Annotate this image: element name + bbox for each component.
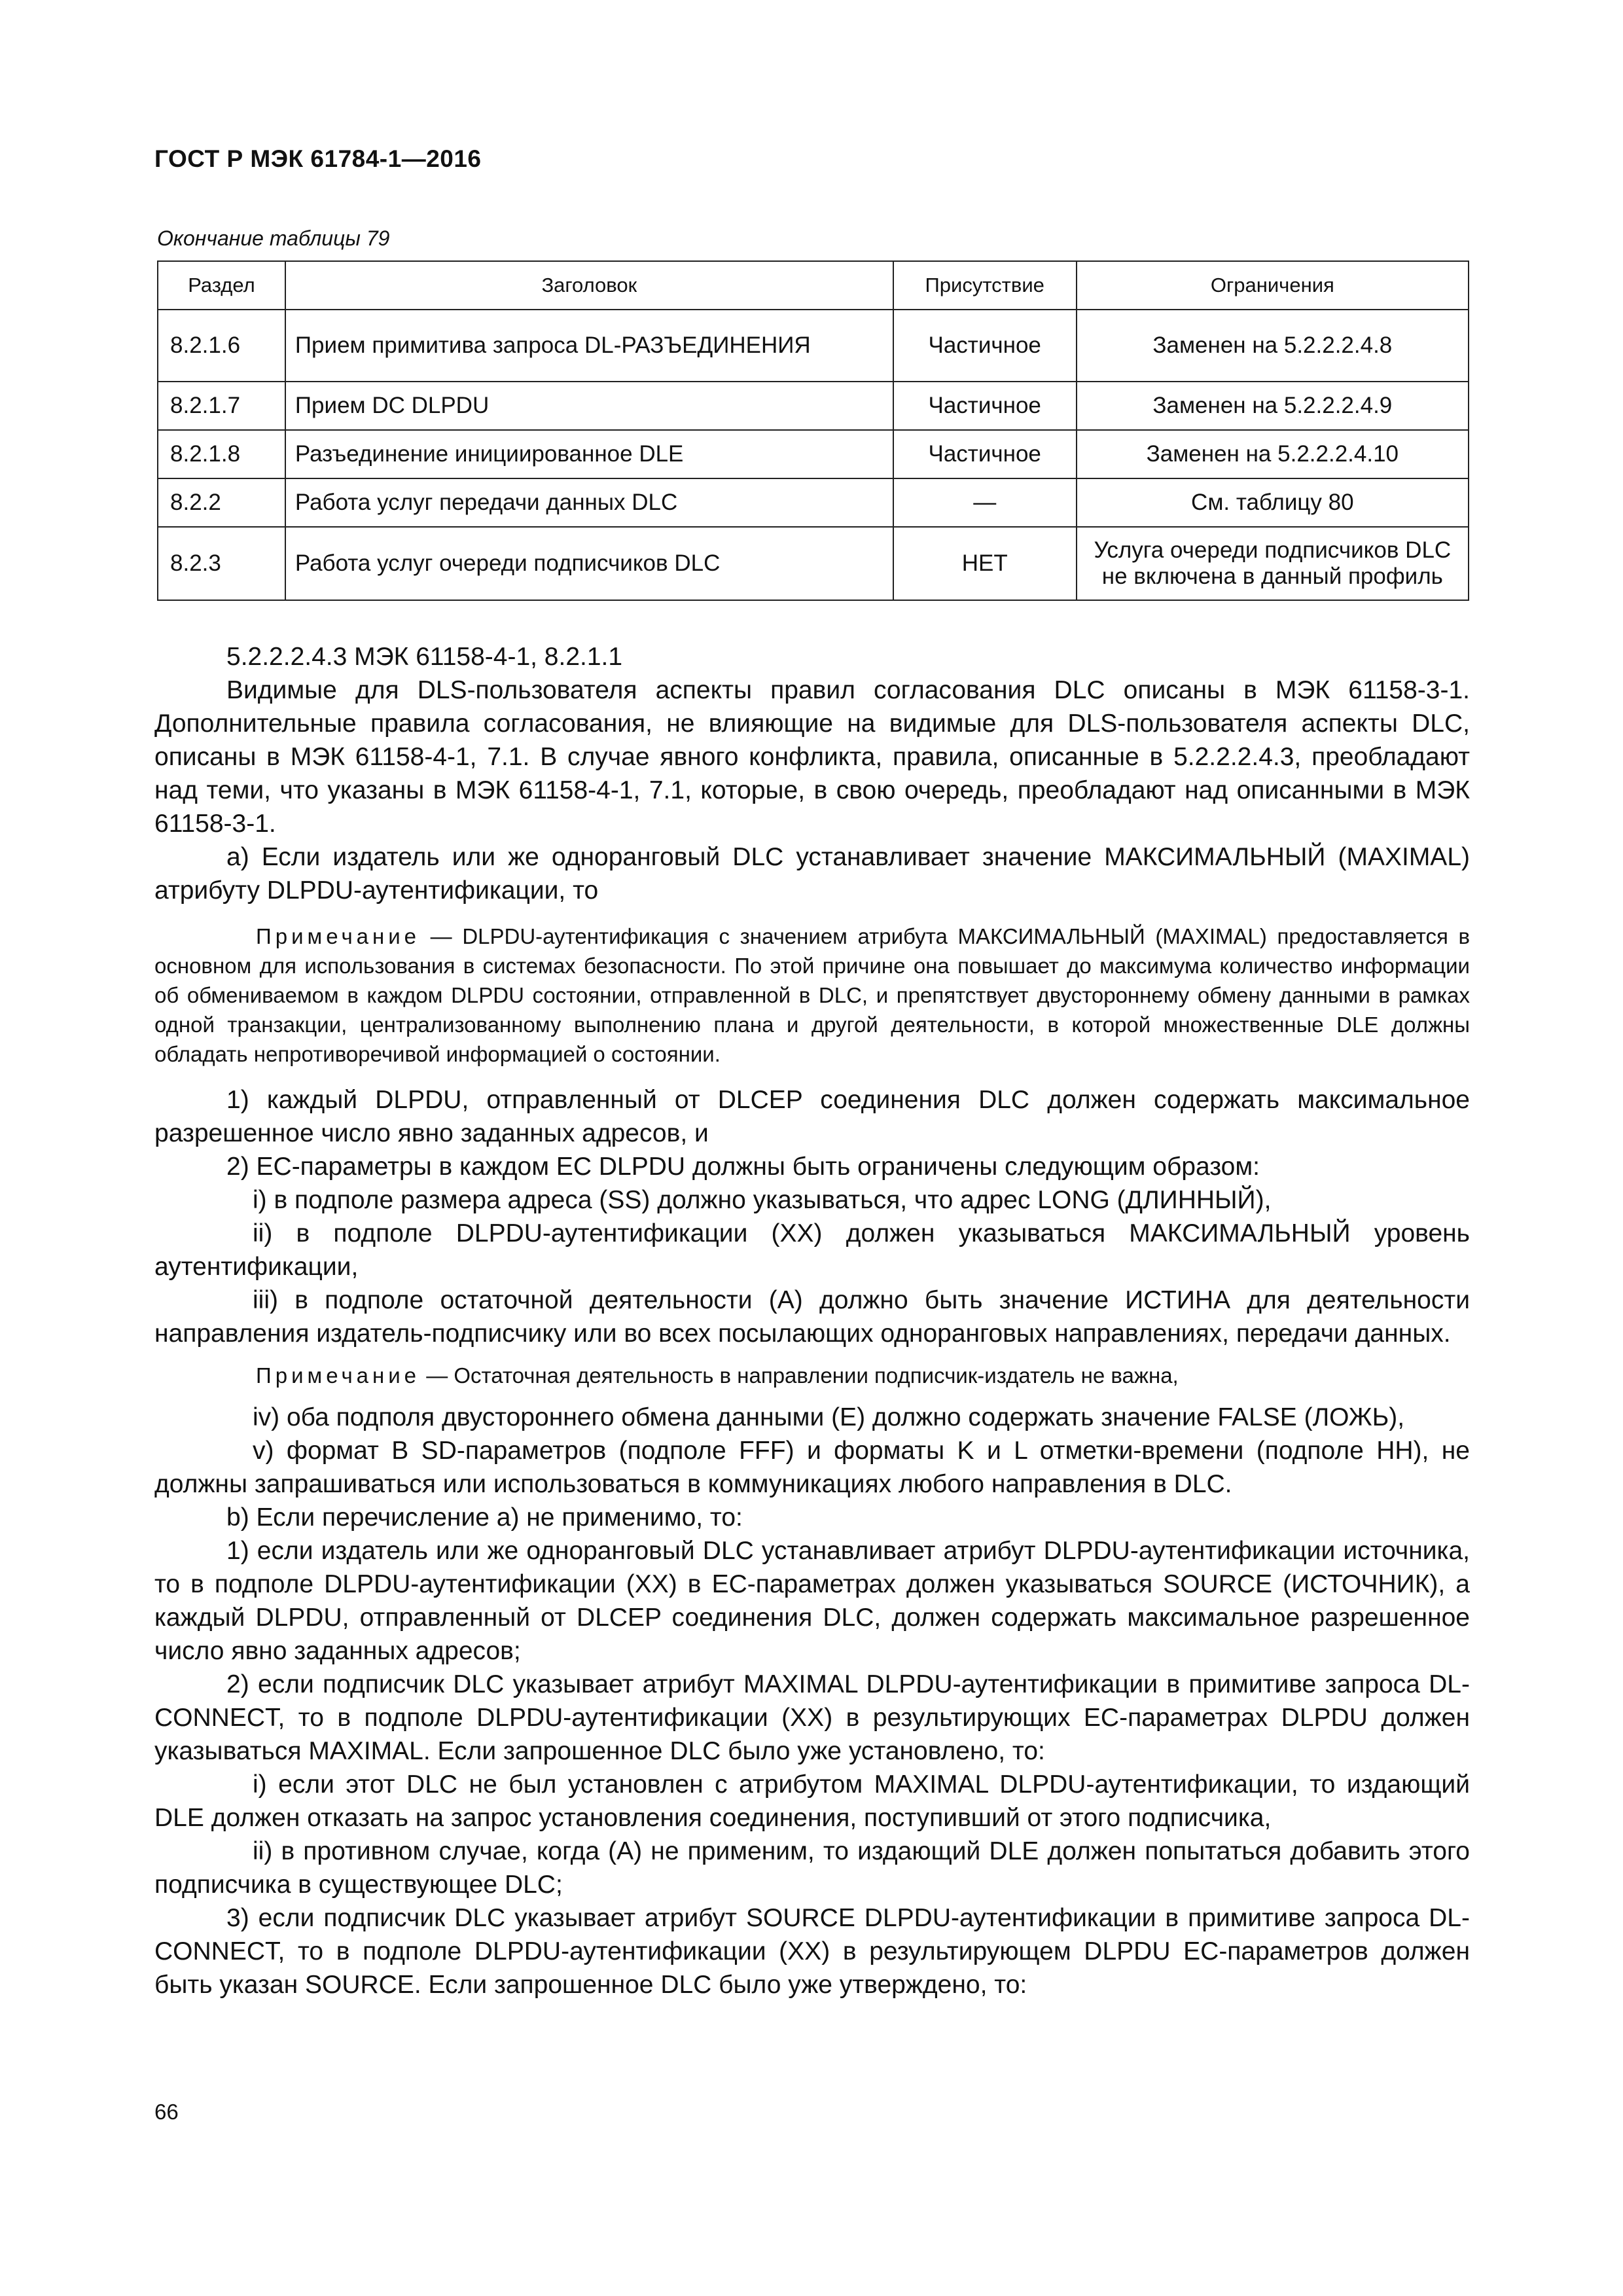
list-item: 3) если подписчик DLC указывает атрибут SOURCE DLPDU-аутентификации в примитиве запроса DL-CONNECT, то в подполе DLPDU-аутентификации (XX) в результирующем DLPDU ЕС-параметров должен быть указан SOURCE. Если запрошенное DLC было уже утверждено, то:	[154, 1904, 1470, 1999]
table-row	[158, 310, 1469, 382]
cell-limits: Услуга очереди подписчиков DLC не включена в данный профиль	[1077, 527, 1469, 600]
note-label: Примечание	[256, 1363, 421, 1388]
list-item: ii) в подполе DLPDU-аутентификации (XX) должен указываться МАКСИМАЛЬНЫЙ уровень аутентификации,	[154, 1219, 1470, 1281]
list-item: 1) каждый DLPDU, отправленный от DLCEP соединения DLC должен содержать максимальное разрешенное число явно заданных адресов, и	[154, 1086, 1470, 1147]
table-row	[158, 478, 1469, 527]
cell-limits: Заменен на 5.2.2.2.4.10	[1077, 430, 1469, 478]
column-header: Заголовок	[285, 261, 893, 310]
cell-title: Прием DC DLPDU	[285, 382, 893, 430]
cell-section: 8.2.2	[158, 478, 285, 527]
list-item: а) Если издатель или же одноранговый DLC устанавливает значение МАКСИМАЛЬНЫЙ (MAXIMAL) атрибуту DLPDU-аутентификации, то	[154, 843, 1470, 905]
cell-section: 8.2.1.6	[158, 310, 285, 382]
table-header-row	[158, 261, 1469, 310]
cell-limits: Заменен на 5.2.2.2.4.8	[1077, 310, 1469, 382]
cell-presence: НЕТ	[893, 527, 1077, 600]
table-row	[158, 382, 1469, 430]
table-row	[158, 430, 1469, 478]
body-text	[154, 640, 1470, 2001]
cell-presence: Частичное	[893, 430, 1077, 478]
list-item: 2) если подписчик DLC указывает атрибут MAXIMAL DLPDU-аутентификации в примитиве запроса DL-CONNECT, то в подполе DLPDU-аутентификации (XX) в результирующих ЕС-параметрах DLPDU должен указываться MAXIMAL. Если запрошенное DLC было уже установлено, то:	[154, 1670, 1470, 1765]
list-item: iii) в подполе остаточной деятельности (А) должно быть значение ИСТИНА для деятельности направления издатель-подписчику или во всех посылающих одноранговых направлениях, передачи данных.	[154, 1286, 1470, 1348]
document-header: ГОСТ Р МЭК 61784-1—2016	[154, 145, 482, 172]
clause-heading: 5.2.2.2.4.3 МЭК 61158-4-1, 8.2.1.1	[226, 643, 623, 671]
cell-section: 8.2.3	[158, 527, 285, 600]
note-text: — Остаточная деятельность в направлении подписчик-издатель не важна,	[426, 1363, 1179, 1388]
table-caption: Окончание таблицы 79	[157, 226, 390, 250]
cell-presence: Частичное	[893, 310, 1077, 382]
list-item: 1) если издатель или же одноранговый DLC устанавливает атрибут DLPDU-аутентификации источника, то в подполе DLPDU-аутентификации (XX) в ЕС-параметрах должен указываться SOURCE (ИСТОЧНИК), а каждый DLPDU, отправленный от DLCEP соединения DLC, должен содержать максимальное разрешенное число явно заданных адресов;	[154, 1537, 1470, 1665]
cell-title: Разъединение инициированное DLE	[285, 430, 893, 478]
note	[154, 1361, 1470, 1390]
page-number: 66	[154, 2100, 179, 2124]
list-item: 2) ЕС-параметры в каждом ЕС DLPDU должны быть ограничены следующим образом:	[226, 1153, 1260, 1181]
column-header: Ограничения	[1077, 261, 1469, 310]
cell-presence: Частичное	[893, 382, 1077, 430]
list-item: b) Если перечисление а) не применимо, то:	[226, 1503, 743, 1532]
list-item: ii) в противном случае, когда (А) не применим, то издающий DLE должен попытаться добавить этого подписчика в существующее DLC;	[154, 1837, 1470, 1899]
cell-section: 8.2.1.8	[158, 430, 285, 478]
paragraph: Видимые для DLS-пользователя аспекты правил согласования DLC описаны в МЭК 61158-3-1. Дополнительные правила согласования, не влияющие на видимые для DLS-пользователя аспекты DLC, описаны в МЭК 61158-4-1, 7.1. В случае явного конфликта, правила, описанные в 5.2.2.2.4.3, преобладают над теми, что указаны в МЭК 61158-4-1, 7.1, которые, в свою очередь, преобладают над описанными в МЭК 61158-3-1.	[154, 676, 1470, 838]
column-header: Присутствие	[893, 261, 1077, 310]
list-item: v) формат В SD-параметров (подполе FFF) и форматы K и L отметки-времени (подполе НН), не должны запрашиваться или использоваться в коммуникациях любого направления в DLC.	[154, 1437, 1470, 1498]
cell-limits: Заменен на 5.2.2.2.4.9	[1077, 382, 1469, 430]
note-label: Примечание	[256, 924, 421, 948]
note-text: — DLPDU-аутентификация с значением атрибута МАКСИМАЛЬНЫЙ (MAXIMAL) предоставляется в основном для использования в системах безопасности. По этой причине она повышает до максимума количество информации об обмениваемом в каждом DLPDU состоянии, отправленной в DLC, и препятствует двустороннему обмену данными в рамках одной транзакции, централизованному выполнению плана и другой деятельности, в которой множественные DLE должны обладать непротиворечивой информацией о состоянии.	[154, 924, 1470, 1066]
column-header: Раздел	[158, 261, 285, 310]
cell-presence: —	[893, 478, 1077, 527]
cell-title: Работа услуг передачи данных DLC	[285, 478, 893, 527]
table-79	[157, 260, 1469, 601]
list-item: i) если этот DLC не был установлен с атрибутом MAXIMAL DLPDU-аутентификации, то издающий DLE должен отказать на запрос установления соединения, поступивший от этого подписчика,	[154, 1770, 1470, 1832]
cell-title: Работа услуг очереди подписчиков DLC	[285, 527, 893, 600]
cell-title: Прием примитива запроса DL-РАЗЪЕДИНЕНИЯ	[285, 310, 893, 382]
cell-section: 8.2.1.7	[158, 382, 285, 430]
cell-limits: См. таблицу 80	[1077, 478, 1469, 527]
note	[154, 922, 1470, 1069]
table-row	[158, 527, 1469, 600]
list-item: i) в подполе размера адреса (SS) должно указываться, что адрес LONG (ДЛИННЫЙ),	[253, 1186, 1272, 1214]
list-item: iv) оба подполя двустороннего обмена данными (Е) должно содержать значение FALSE (ЛОЖЬ),	[253, 1403, 1405, 1431]
